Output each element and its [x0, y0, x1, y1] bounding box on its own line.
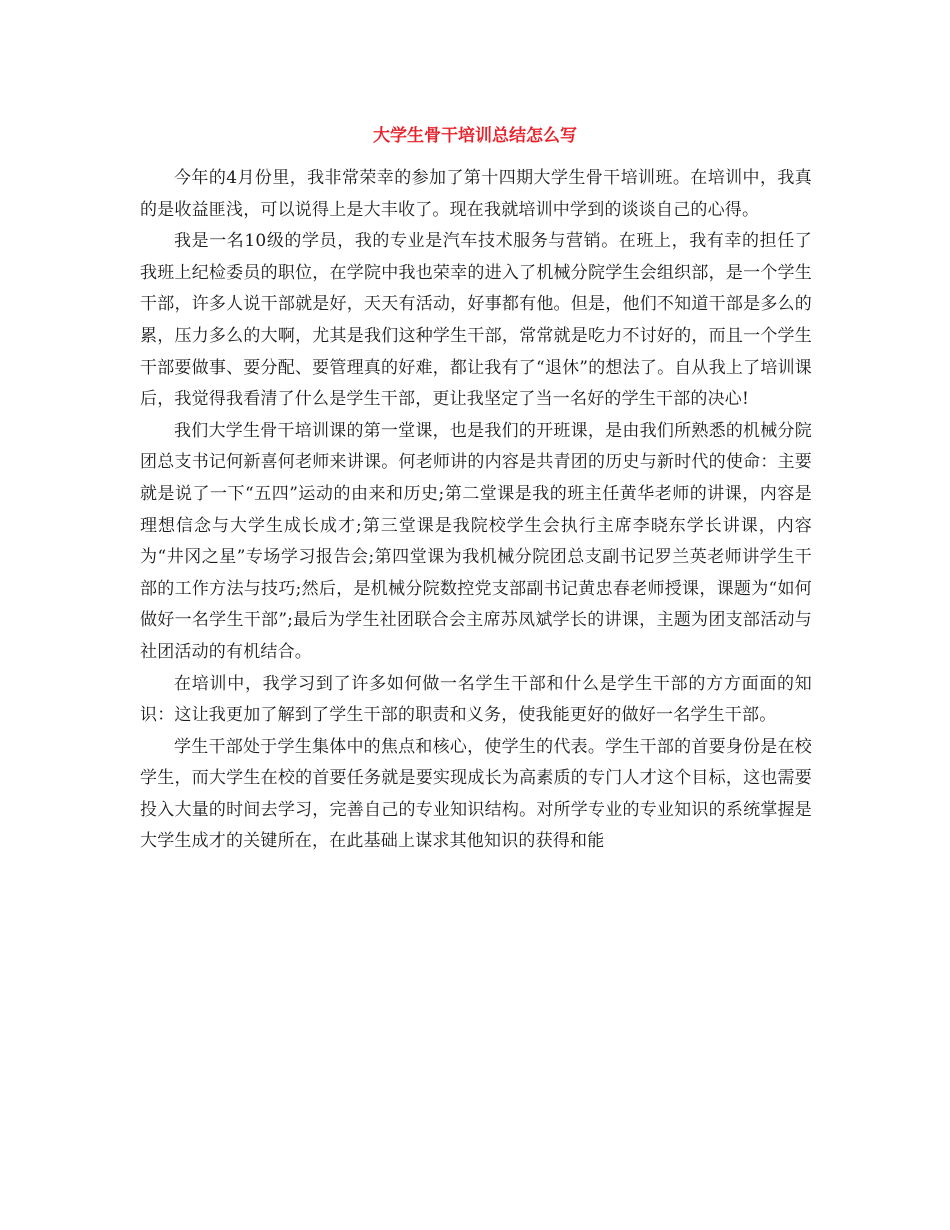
- paragraph-3: 我们大学生骨干培训课的第一堂课，也是我们的开班课，是由我们所熟悉的机械分院团总支书记何新喜何老师来讲课。何老师讲的内容是共青团的历史与新时代的使命：主要就是说了一下“五四”运动的由来和历史;第二堂课是我的班主任黄华老师的讲课，内容是理想信念与大学生成长成才;第三堂课是我院校学生会执行主席李晓东学长讲课，内容为“井冈之星”专场学习报告会;第四堂课为我机械分院团总支副书记罗兰英老师讲学生干部的工作方法与技巧;然后，是机械分院数控党支部副书记黄忠春老师授课，课题为“如何做好一名学生干部”;最后为学生社团联合会主席苏凤斌学长的讲课，主题为团支部活动与社团活动的有机结合。: [140, 420, 812, 662]
- document-body: [140, 163, 812, 858]
- document-title: 大学生骨干培训总结怎么写: [373, 126, 577, 146]
- paragraph-2: 我是一名10级的学员，我的专业是汽车技术服务与营销。在班上，我有幸的担任了我班上纪检委员的职位，在学院中我也荣幸的进入了机械分院学生会组织部，是一个学生干部，许多人说干部就是好，天天有活动，好事都有他。但是，他们不知道干部是多么的累，压力多么的大啊，尤其是我们这种学生干部，常常就是吃力不讨好的，而且一个学生干部要做事、要分配、要管理真的好难，都让我有了“退休”的想法了。自从我上了培训课后，我觉得我看清了什么是学生干部，更让我坚定了当一名好的学生干部的决心!: [140, 231, 812, 410]
- paragraph-1: 今年的4月份里，我非常荣幸的参加了第十四期大学生骨干培训班。在培训中，我真的是收益匪浅，可以说得上是大丰收了。现在我就培训中学到的谈谈自己的心得。: [140, 168, 812, 220]
- paragraph-4: 在培训中，我学习到了许多如何做一名学生干部和什么是学生干部的方方面面的知识：这让我更加了解到了学生干部的职责和义务，使我能更好的做好一名学生干部。: [140, 673, 812, 726]
- paragraph-5: 学生干部处于学生集体中的焦点和核心，使学生的代表。学生干部的首要身份是在校学生，而大学生在校的首要任务就是要实现成长为高素质的专门人才这个目标，这也需要投入大量的时间去学习，完善自己的专业知识结构。对所学专业的专业知识的系统掌握是大学生成才的关键所在，在此基础上谋求其他知识的获得和能: [140, 736, 812, 852]
